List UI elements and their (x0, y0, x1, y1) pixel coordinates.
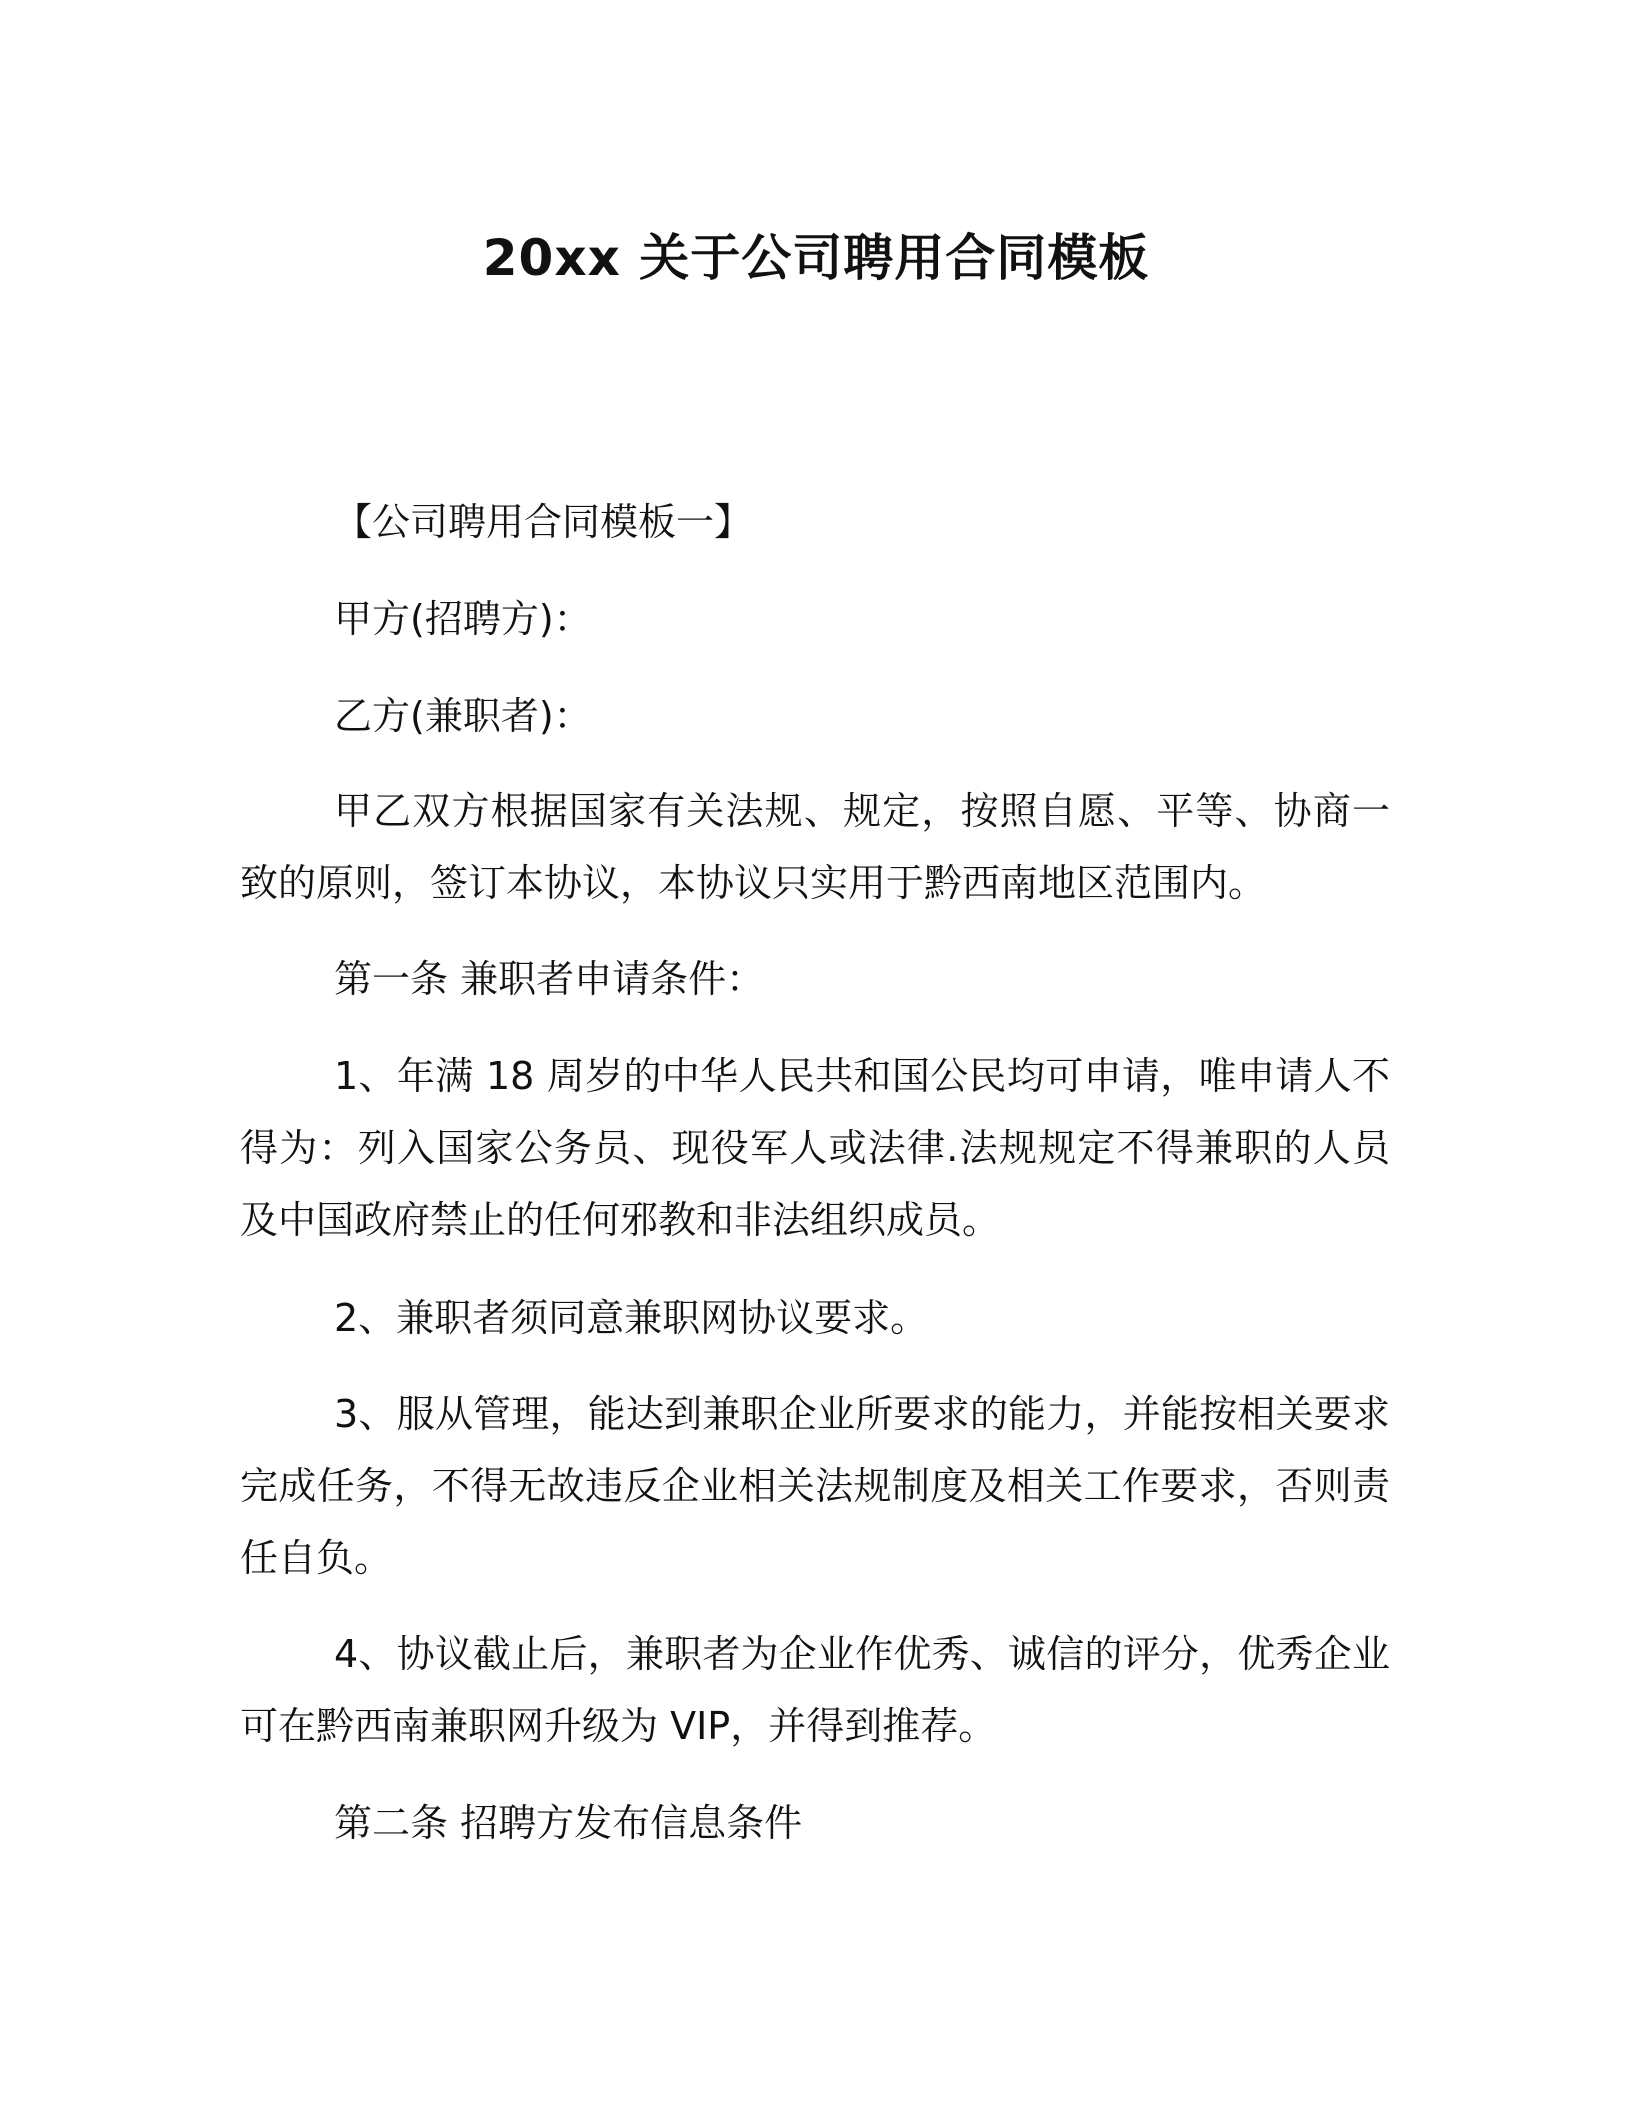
paragraph: 2、兼职者须同意兼职网协议要求。 (334, 1296, 929, 1340)
para-article-one-heading (240, 943, 1390, 1015)
paragraph: 乙方(兼职者)： (334, 694, 592, 738)
paragraph: 1、年满 18 周岁的中华人民共和国公民均可申请，唯申请人不得为：列入国家公务员、现役军人或法律.法规规定不得兼职的人员及中国政府禁止的任何邪教和非法组织成员。 (240, 1054, 1390, 1242)
para-preamble (240, 775, 1390, 919)
paragraph: 甲方(招聘方)： (334, 597, 592, 641)
para-heading-template-one (240, 486, 1390, 558)
para-article-two-heading (240, 1787, 1390, 1859)
paragraph: 4、协议截止后，兼职者为企业作优秀、诚信的评分，优秀企业可在黔西南兼职网升级为 VIP，并得到推荐。 (240, 1632, 1390, 1748)
paragraph: 甲乙双方根据国家有关法规、规定，按照自愿、平等、协商一致的原则，签订本协议，本协议只实用于黔西南地区范围内。 (240, 789, 1390, 905)
para-item-3 (240, 1378, 1390, 1594)
paragraph: 【公司聘用合同模板一】 (334, 500, 753, 544)
paragraph: 第一条 兼职者申请条件： (334, 957, 765, 1001)
document-title: 20xx 关于公司聘用合同模板 (482, 229, 1150, 287)
paragraph: 3、服从管理，能达到兼职企业所要求的能力，并能按相关要求完成任务，不得无故违反企业相关法规制度及相关工作要求，否则责任自负。 (240, 1392, 1390, 1580)
para-item-4 (240, 1618, 1390, 1762)
paragraph: 第二条 招聘方发布信息条件 (334, 1801, 803, 1845)
para-item-2 (240, 1282, 1390, 1354)
para-item-1 (240, 1040, 1390, 1256)
para-party-b (240, 680, 1390, 752)
para-party-a (240, 583, 1390, 655)
